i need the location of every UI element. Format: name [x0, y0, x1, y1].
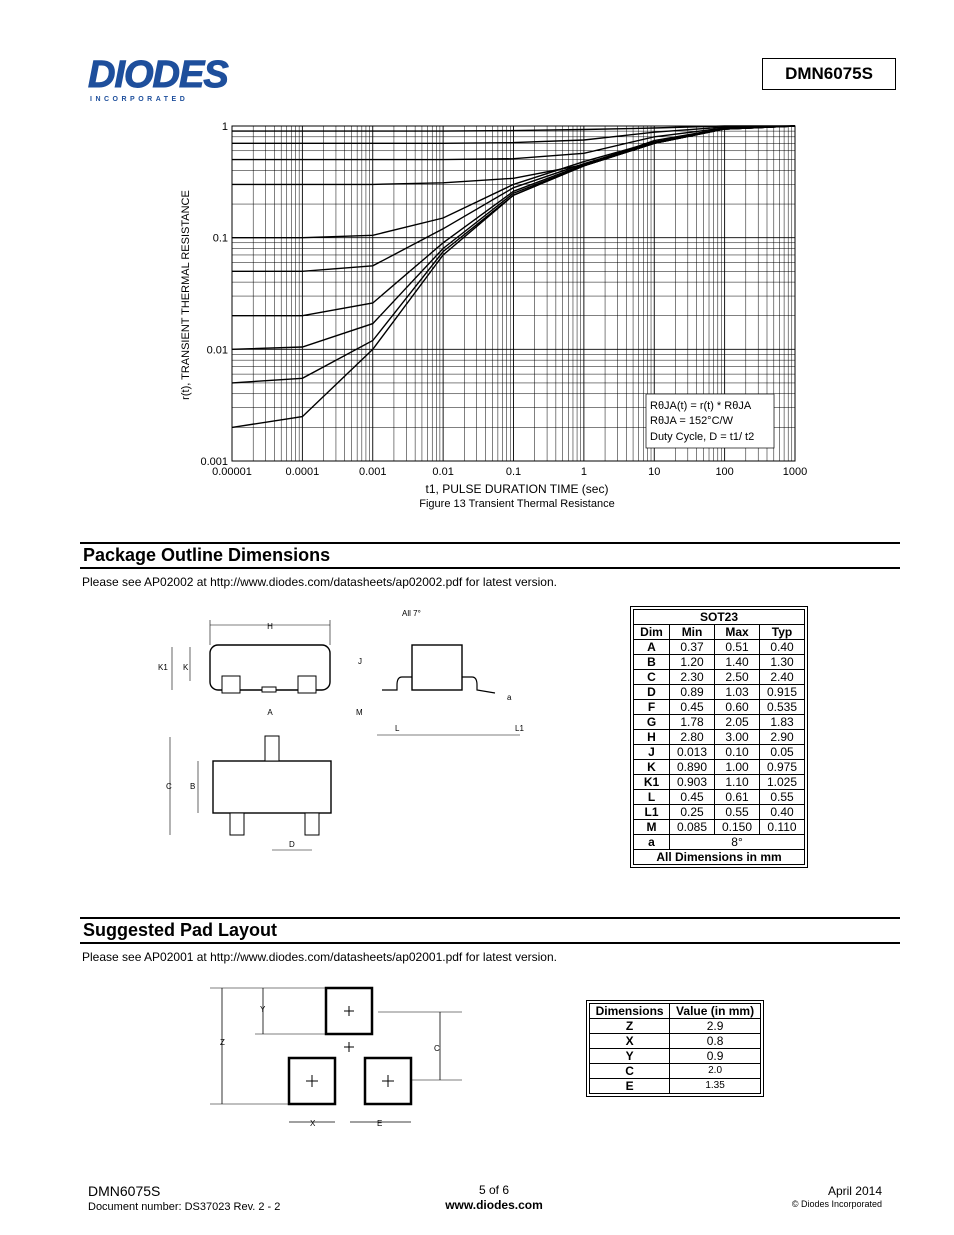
lead-3 — [262, 687, 276, 692]
sot23-dimensions-table — [630, 606, 808, 868]
label-Z: Z — [220, 1038, 225, 1047]
label-L1: L1 — [515, 724, 524, 733]
footer-date: April 2014 — [827, 1184, 882, 1198]
label-K: K — [183, 663, 189, 672]
part-number-box: DMN6075S — [762, 58, 896, 90]
table-row: D 0.89 1.03 0.915 — [634, 685, 805, 700]
table-row: L 0.45 0.61 0.55 — [634, 790, 805, 805]
footer-page: 5 of 6 — [478, 1183, 510, 1197]
package-outline-note: Please see AP02002 at http://www.diodes.com/datasheets/ap02002.pdf for latest version. — [82, 575, 557, 589]
x-tick-label: 1000 — [782, 466, 808, 478]
col-dimensions: Dimensions — [590, 1004, 670, 1019]
svg-text:DIODES: DIODES — [88, 55, 228, 96]
annotation-line-1: RθJA(t) = r(t) * RθJA — [650, 400, 752, 412]
footer-part: DMN6075S — [88, 1183, 161, 1199]
footer-website[interactable]: www.diodes.com — [445, 1198, 543, 1212]
table-row: C 2.30 2.50 2.40 — [634, 670, 805, 685]
table-row: Z 2.9 — [590, 1019, 761, 1034]
label-A: A — [267, 708, 273, 717]
pad-dimensions-table — [586, 1000, 764, 1097]
table-row: A 0.37 0.51 0.40 — [634, 640, 805, 655]
table-row: X 0.8 — [590, 1034, 761, 1049]
table-row: E 1.35 — [590, 1079, 761, 1094]
package-outline-title: Package Outline Dimensions — [80, 542, 900, 569]
lead-1 — [222, 676, 240, 693]
pad-bottom-left — [230, 813, 244, 835]
x-tick-label: 0.01 — [432, 466, 454, 478]
label-a: a — [507, 693, 512, 702]
label-J: J — [358, 657, 362, 666]
col-max: Max — [715, 625, 760, 640]
label-B: B — [190, 782, 196, 791]
label-H: H — [267, 622, 273, 631]
col-min: Min — [670, 625, 715, 640]
table-row: F 0.45 0.60 0.535 — [634, 700, 805, 715]
annotation-line-2: RθJA = 152°C/W — [650, 415, 733, 427]
pad-layout-drawing — [200, 980, 470, 1140]
table-row: B 1.20 1.40 1.30 — [634, 655, 805, 670]
annotation-line-3: Duty Cycle, D = t1/ t2 — [650, 431, 755, 443]
chart-x-label: t1, PULSE DURATION TIME (sec) — [425, 482, 609, 496]
y-tick-label: 1 — [221, 121, 228, 133]
x-tick-label: 1 — [580, 466, 587, 478]
package-body-end — [412, 645, 462, 690]
table-row: M 0.085 0.150 0.110 — [634, 820, 805, 835]
x-tick-label: 10 — [648, 466, 661, 478]
lead-2 — [298, 676, 316, 693]
col-dim: Dim — [634, 625, 670, 640]
table-row: L1 0.25 0.55 0.40 — [634, 805, 805, 820]
label-X: X — [310, 1119, 316, 1128]
y-tick-label: 0.001 — [200, 456, 228, 468]
thermal-resistance-chart — [170, 112, 820, 512]
footer-copyright: © Diodes Incorporated — [791, 1199, 882, 1209]
table-row: H 2.80 3.00 2.90 — [634, 730, 805, 745]
x-tick-label: 0.0001 — [285, 466, 320, 478]
label-L: L — [395, 724, 400, 733]
label-K1: K1 — [158, 663, 168, 672]
y-tick-label: 0.1 — [212, 232, 228, 245]
label-C-pad: C — [434, 1044, 440, 1053]
table-row: G 1.78 2.05 1.83 — [634, 715, 805, 730]
pad-bottom-right — [305, 813, 319, 835]
x-tick-label: 0.00001 — [212, 466, 252, 478]
footer-doc-number: Document number: DS37023 Rev. 2 - 2 — [88, 1201, 281, 1213]
table-row: a 8° — [634, 835, 805, 850]
table-row: K1 0.903 1.10 1.025 — [634, 775, 805, 790]
pad-top — [265, 736, 279, 761]
col-typ: Typ — [760, 625, 805, 640]
label-E: E — [377, 1119, 383, 1128]
label-Y: Y — [260, 1005, 266, 1014]
x-tick-label: 0.1 — [505, 466, 522, 478]
x-tick-label: 100 — [715, 466, 734, 478]
label-D: D — [289, 840, 295, 849]
label-M: M — [356, 708, 363, 717]
x-tick-label: 0.001 — [358, 466, 387, 478]
pad-layout-title: Suggested Pad Layout — [80, 917, 900, 944]
diodes-logo — [88, 55, 263, 103]
chart-caption: Figure 13 Transient Thermal Resistance — [419, 498, 615, 510]
svg-text:INCORPORATED: INCORPORATED — [90, 96, 189, 103]
table-row: C 2.0 — [590, 1064, 761, 1079]
sot23-outline-drawing — [150, 605, 540, 865]
package-body-top — [213, 761, 331, 813]
chart-y-label: r(t), TRANSIENT THERMAL RESISTANCE — [180, 190, 192, 400]
table-row: K 0.890 1.00 0.975 — [634, 760, 805, 775]
label-all-angle: All 7° — [402, 609, 421, 618]
col-value: Value (in mm) — [670, 1004, 761, 1019]
pad-layout-note: Please see AP02001 at http://www.diodes.com/datasheets/ap02001.pdf for latest version. — [82, 950, 557, 964]
label-C: C — [166, 782, 172, 791]
table-row: Y 0.9 — [590, 1049, 761, 1064]
sot23-table-title: SOT23 — [634, 610, 805, 625]
table-row: J 0.013 0.10 0.05 — [634, 745, 805, 760]
y-tick-label: 0.01 — [206, 344, 228, 357]
sot23-table-footer: All Dimensions in mm — [634, 850, 805, 865]
